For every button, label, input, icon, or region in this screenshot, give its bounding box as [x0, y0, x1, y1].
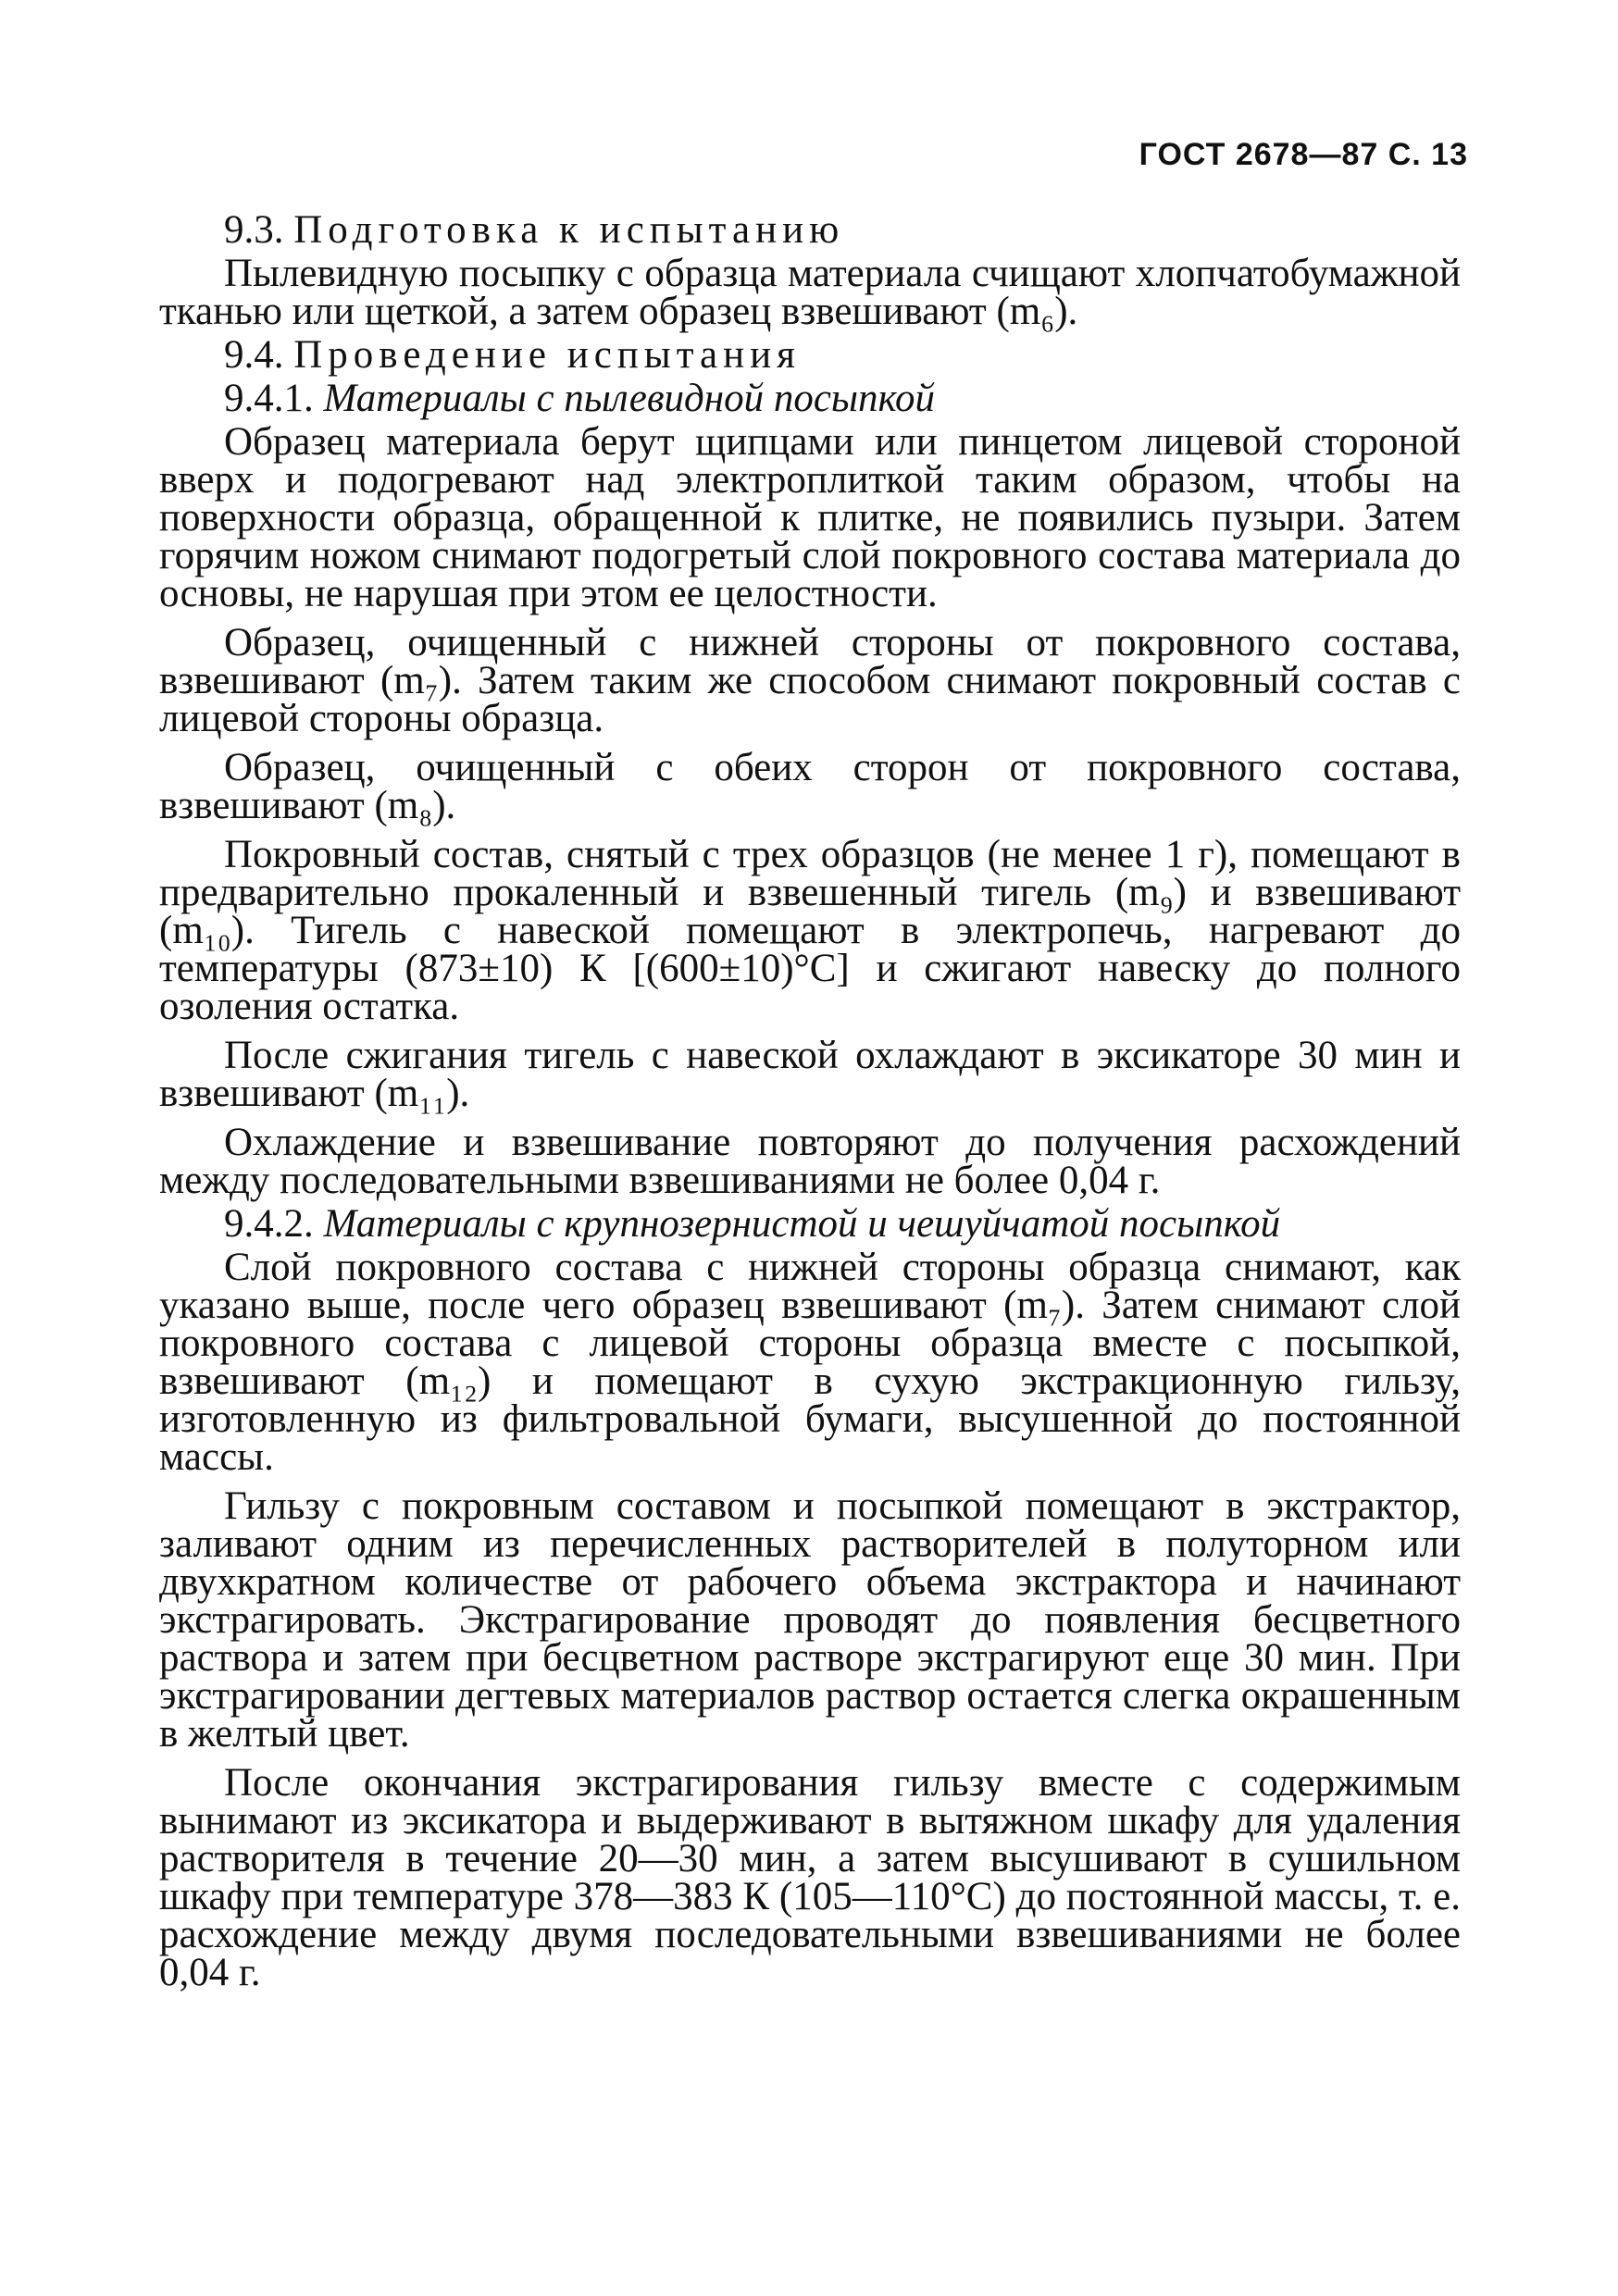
section-number: 9.4. [224, 333, 284, 377]
paragraph: Гильзу с покровным составом и посыпкой помещают в экстрактор, заливают одним из перечисленных растворителей в полуторном или двухкратном количестве от рабочего объема экстрактора и начинают экстрагировать. Экстрагирование проводят до появления бесцветного раствора и затем при бесцветном растворе экстрагируют еще 30 мин. При экстрагировании дегтевых материалов раствор остается слегка окрашенным в желтый цвет. [159, 1484, 1461, 1756]
paragraph: Образец, очищенный с нижней стороны от покровного состава, взвешивают (m₇). Затем таким же способом снимают покровный состав с лицевой стороны образца. [159, 621, 1461, 740]
paragraph: Образец, очищенный с обеих сторон от покровного состава, взвешивают (m₈). [159, 746, 1461, 827]
paragraph: Образец материала берут щипцами или пинцетом лицевой стороной вверх и подогревают над электроплиткой таким образом, чтобы на поверхности образца, обращенной к плитке, не появились пузыри. Затем горячим ножом снимают подогретый слой покровного состава материала до основы, не нарушая при этом ее целостности. [159, 420, 1461, 615]
paragraph: Пылевидную посыпку с образца материала счищают хлопчатобумажной тканью или щеткой, а затем образец взвешивают (m₆). [159, 252, 1461, 333]
paragraph: После окончания экстрагирования гильзу вместе с содержимым вынимают из эксикатора и выдерживают в вытяжном шкафу для удаления растворителя в течение 20—30 мин, а затем высушивают в сушильном шкафу при температуре 378—383 К (105—110°С) до постоянной массы, т. е. расхождение между двумя последовательными взвешиваниями не более 0,04 г. [159, 1761, 1461, 1994]
section-number: 9.3. [224, 208, 284, 252]
paragraph: После сжигания тигель с навеской охлаждают в эксикаторе 30 мин и взвешивают (m₁₁). [159, 1034, 1461, 1115]
section-9-4-2-heading [159, 1202, 1461, 1246]
paragraph: Слой покровного состава с нижней стороны образца снимают, как указано выше, после чего образец взвешивают (m₇). Затем снимают слой покровного состава с лицевой стороны образца вместе с посыпкой, взвешивают (m₁₂) и помещают в сухую экстракционную гильзу, изготовленную из фильтровальной бумаги, высушенной до постоянной массы. [159, 1246, 1461, 1479]
section-title: Материалы с пылевидной посыпкой [323, 377, 936, 420]
section-title: Проведение испытания [293, 333, 801, 377]
section-number: 9.4.2. [224, 1202, 314, 1246]
paragraph: Охлаждение и взвешивание повторяют до получения расхождений между последовательными взвешиваниями не более 0,04 г. [159, 1121, 1461, 1202]
body-text [159, 208, 1461, 1994]
paragraph: Покровный состав, снятый с трех образцов (не менее 1 г), помещают в предварительно прокаленный и взвешенный тигель (m₉) и взвешивают (m₁₀). Тигель с навеской помещают в электропечь, нагревают до температуры (873±10) К [(600±10)°С] и сжигают навеску до полного озоления остатка. [159, 833, 1461, 1028]
running-head: ГОСТ 2678—87 С. 13 [1139, 137, 1468, 172]
section-9-4-1-heading [159, 377, 1461, 420]
section-title: Подготовка к испытанию [293, 208, 845, 252]
section-title: Материалы с крупнозернистой и чешуйчатой посыпкой [323, 1202, 1281, 1246]
section-9-3-heading [159, 208, 1461, 252]
section-number: 9.4.1. [224, 377, 314, 420]
section-9-4-heading [159, 333, 1461, 377]
